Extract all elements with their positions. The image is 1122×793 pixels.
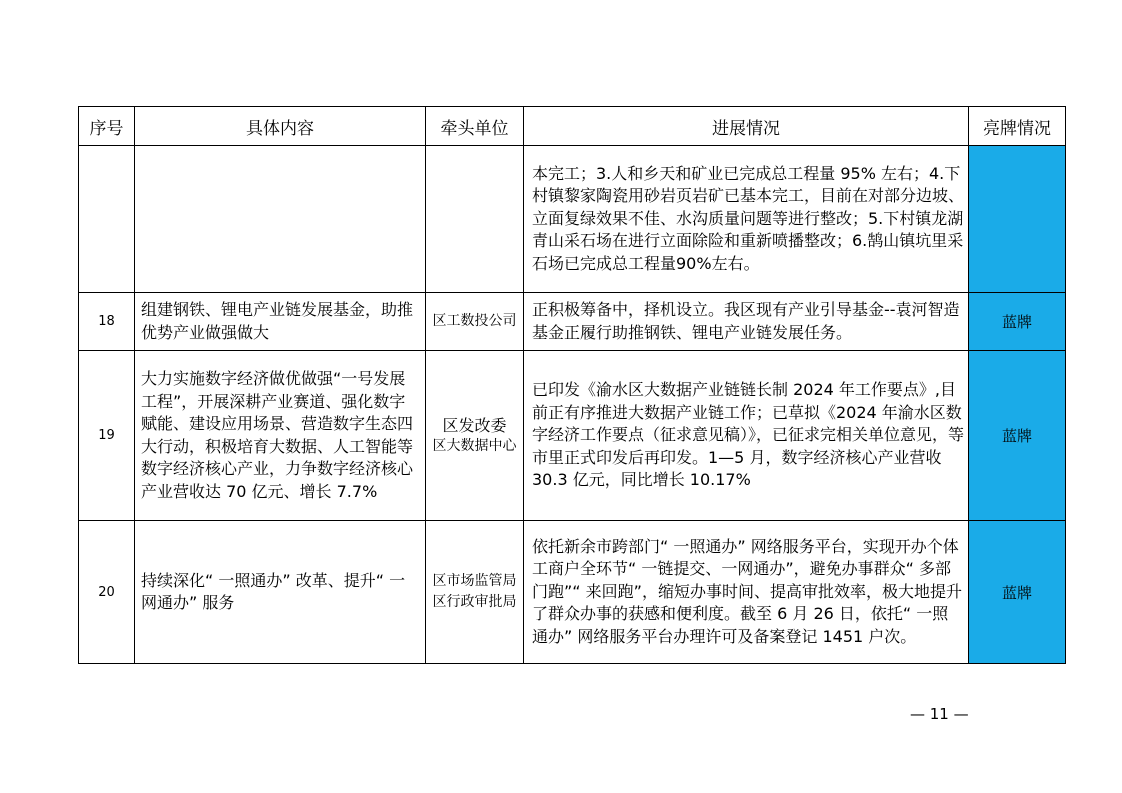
row-lead-unit-secondary: 区大数据中心 <box>432 437 517 454</box>
row-number: 19 <box>79 351 135 521</box>
row-lead-unit-cell <box>426 521 524 664</box>
row-content: 大力实施数字经济做优做强“一号发展工程”，开展深耕产业赛道、强化数字赋能、建设应用场景、营造数字生态四大行动，积极培育大数据、人工智能等数字经济核心产业，力争数字经济核心产业营收达 70 亿元、增长 7.7% <box>135 351 426 521</box>
row-lead-unit-cell <box>426 351 524 521</box>
row-content: 组建钢铁、锂电产业链发展基金，助推优势产业做强做大 <box>135 293 426 351</box>
table-row <box>79 146 1066 293</box>
table-row <box>79 521 1066 664</box>
row-number: 20 <box>79 521 135 664</box>
table-row <box>79 293 1066 351</box>
status-badge: 蓝牌 <box>969 521 1066 664</box>
status-badge: 蓝牌 <box>969 351 1066 521</box>
status-badge: 蓝牌 <box>969 293 1066 351</box>
row-number <box>79 146 135 293</box>
progress-table <box>78 106 1066 664</box>
row-progress: 正积极筹备中，择机设立。我区现有产业引导基金--袁河智造基金正履行助推钢铁、锂电产业链发展任务。 <box>524 293 969 351</box>
header-progress: 进展情况 <box>524 107 969 146</box>
header-badge: 亮牌情况 <box>969 107 1066 146</box>
header-content: 具体内容 <box>135 107 426 146</box>
row-content <box>135 146 426 293</box>
row-content: 持续深化“ 一照通办” 改革、提升“ 一网通办” 服务 <box>135 521 426 664</box>
row-lead-unit: 区工数投公司 <box>426 293 524 351</box>
header-lead-unit: 牵头单位 <box>426 107 524 146</box>
row-lead-unit: 区市场监管局 <box>432 573 517 589</box>
table-row <box>79 351 1066 521</box>
row-progress: 本完工；3.人和乡天和矿业已完成总工程量 95% 左右；4.下村镇黎家陶瓷用砂岩页岩矿已基本完工，目前在对部分边坡、立面复绿效果不佳、水沟质量问题等进行整改；5.下村镇龙湖青山采石场在进行立面除险和重新喷播整改；6.鹄山镇坑里采石场已完成总工程量90%左右。 <box>524 146 969 293</box>
row-progress: 依托新余市跨部门“ 一照通办” 网络服务平台，实现开办个体工商户全环节“ 一链提交、一网通办”，避免办事群众“ 多部门跑”“ 来回跑”，缩短办事时间、提高审批效率，极大地提升了群众办事的获感和便利度。截至 6 月 26 日，依托“ 一照通办” 网络服务平台办理许可及备案登记 1451 户次。 <box>524 521 969 664</box>
row-number: 18 <box>79 293 135 351</box>
row-lead-unit: 区发改委 <box>442 415 507 435</box>
page-number: — 11 — <box>910 705 969 723</box>
row-progress: 已印发《渝水区大数据产业链链长制 2024 年工作要点》,目前正有序推进大数据产业链工作；已草拟《2024 年渝水区数字经济工作要点（征求意见稿）》，已征求完相关单位意见，等市里正式印发后再印发。1—5 月，数字经济核心产业营收 30.3 亿元，同比增长 10.17% <box>524 351 969 521</box>
table-header-row <box>79 107 1066 146</box>
header-number: 序号 <box>79 107 135 146</box>
row-lead-unit <box>426 146 524 293</box>
status-badge <box>969 146 1066 293</box>
row-lead-unit-secondary: 区行政审批局 <box>432 594 517 610</box>
